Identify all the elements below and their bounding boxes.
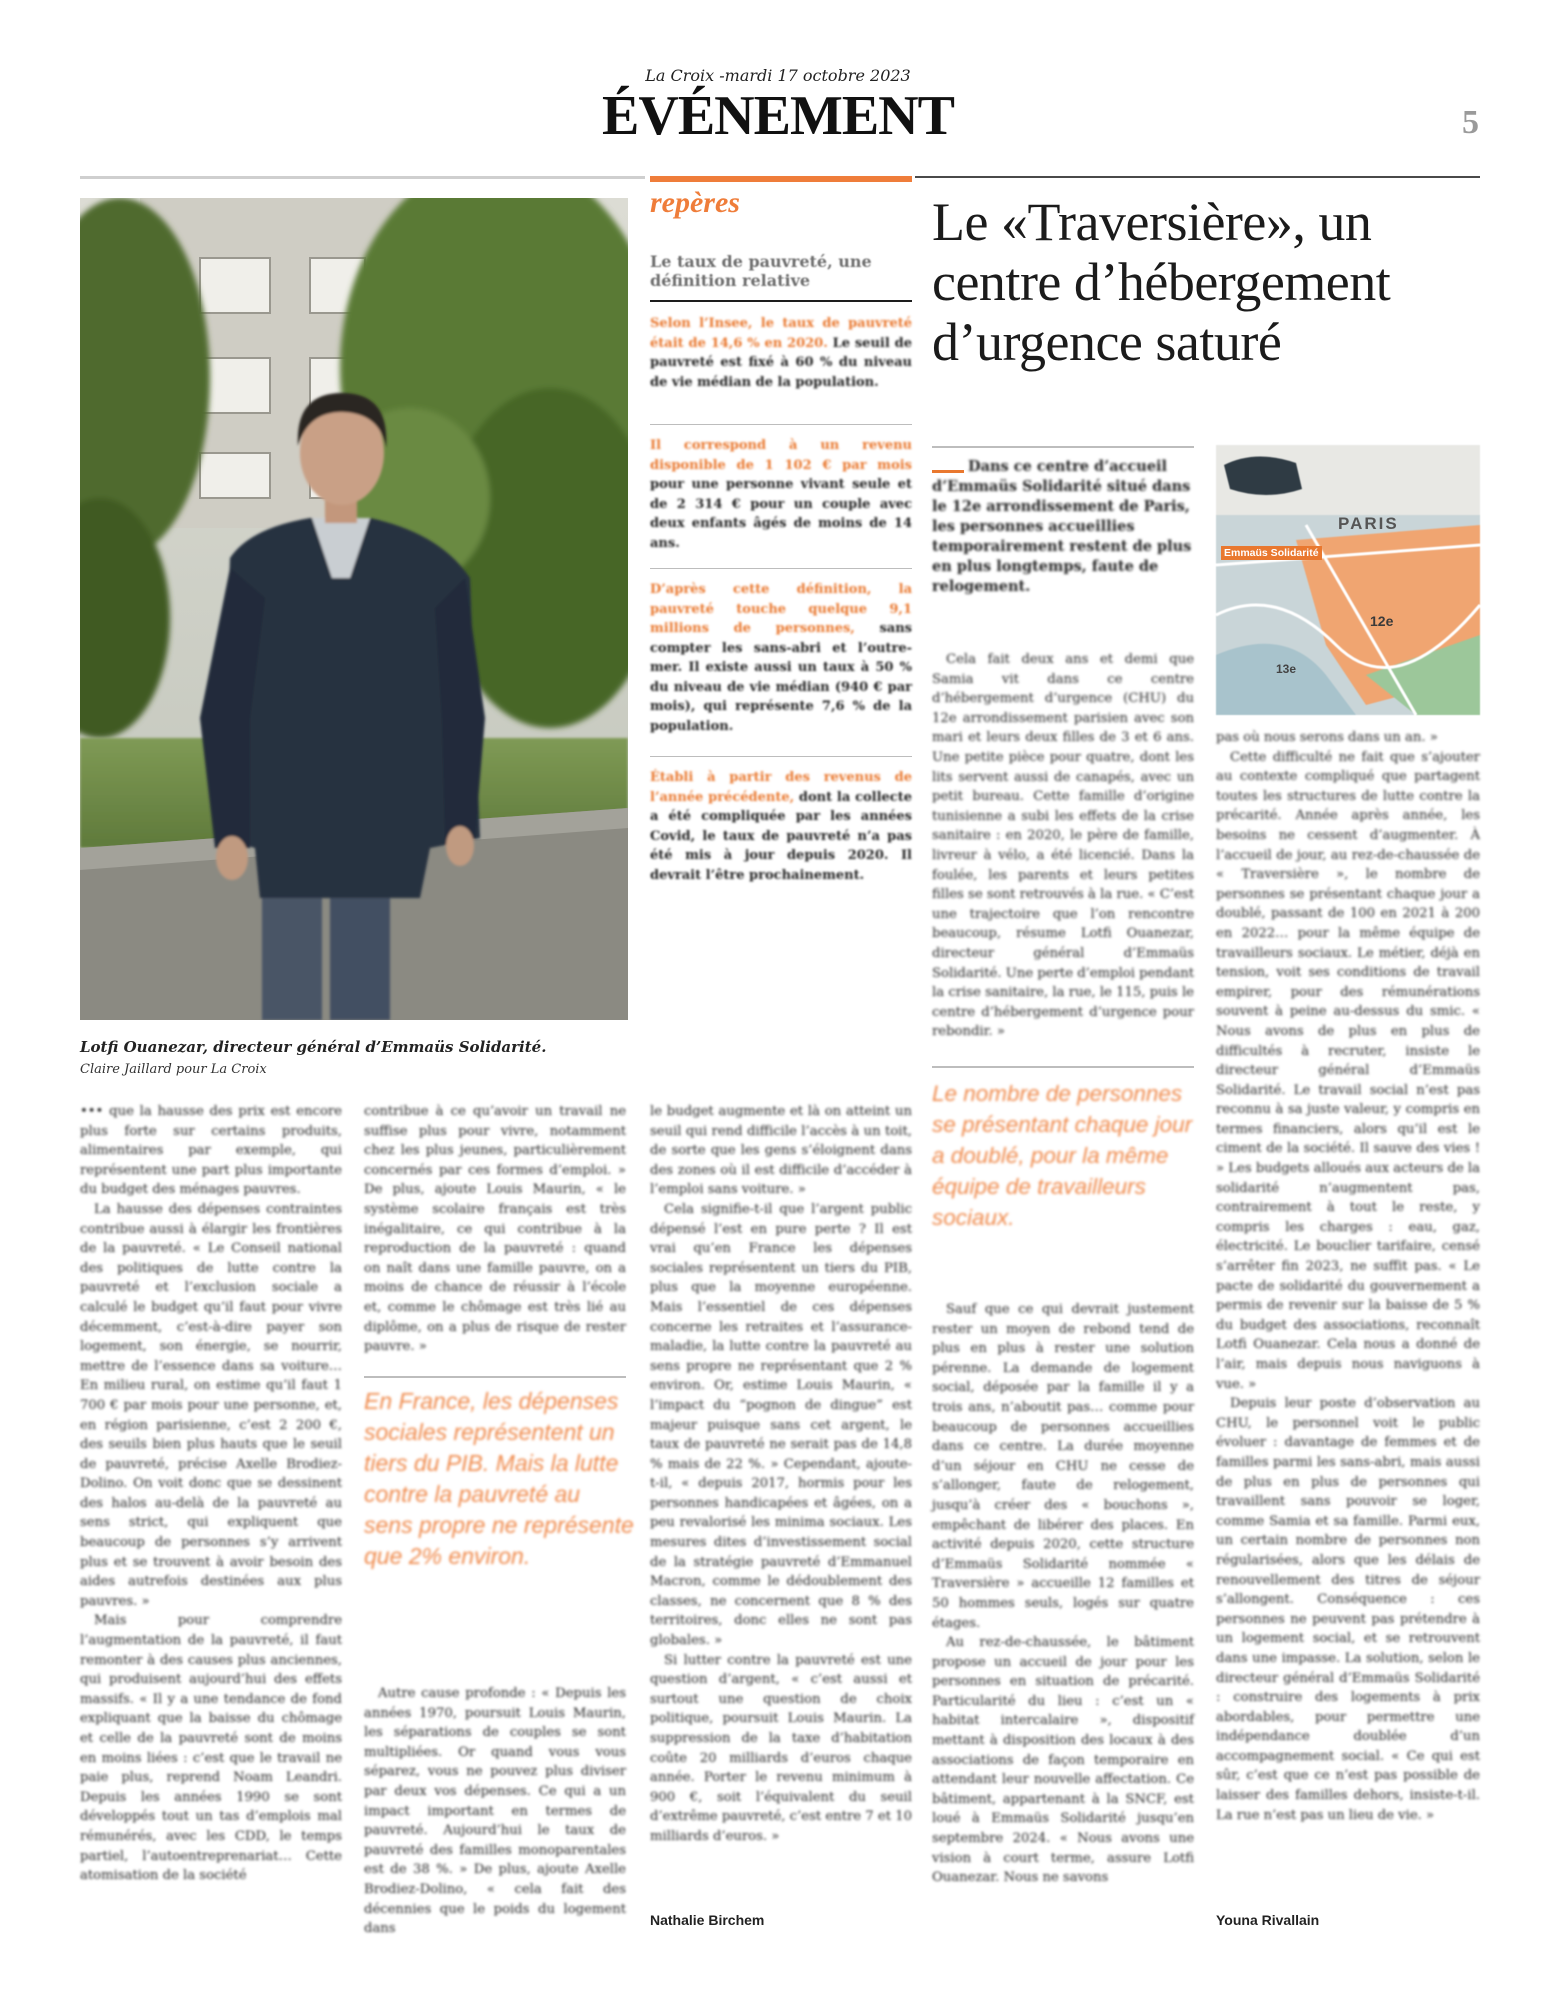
section-title: ÉVÉNEMENT [602,85,954,147]
article-lede-text: Dans ce centre d’accueil d’Emmaüs Solidarité situé dans le 12e arrondissement de Paris, les personnes accueillies temporairement restent de plus en plus longtemps, faute de relogement. [932,458,1192,595]
article-headline: Le «Traversière», un centre d’hébergement d’urgence saturé [932,192,1391,372]
reperes-rule [650,300,912,302]
photo-credit: Claire Jaillard pour La Croix [80,1062,267,1077]
pull-quote-rule [364,1376,626,1378]
article-column-a2 [932,1300,1194,1888]
reperes-block [650,580,912,736]
reperes-block-highlight: D’après cette définition, la pauvreté touche quelque 9,1 millions de personnes, [650,582,912,636]
lower-column-3 [650,1102,912,1847]
pull-quote-rule [932,1066,1194,1068]
lower-column-2b [364,1684,626,1939]
location-map [1216,445,1480,715]
map-label-city: PARIS [1338,514,1399,533]
lower-column-2 [364,1102,626,1357]
map-label-district-other: 13e [1276,662,1297,676]
paragraph: Cela signifie-t-il que l’argent public dépensé l’est en pure perte ? Il est vrai qu’en France les dépenses sociales représentent un tiers du PIB, plus que la moyenne européenne. Mais l’essentiel de ces dépenses concerne les retraites et l’assurance-maladie, la lutte contre la pauvreté au sens propre ne représentant que 2 % environ. Or, estime Louis Maurin, « l’impact du “pognon de dingue” est majeur puisque sans cet argent, le taux de pauvreté ne serait pas de 14,8 % mais de 22 %. » Cependant, ajoute-t-il, « depuis 2017, hormis pour les personnes handicapées et âgées, on a peu revalorisé les minima sociaux. Les mesures dites d’investissement social de la stratégie pauvreté d’Emmanuel Macron, comme le dédoublement des classes, ne concernent que 8 % des territoires, donc elles ne sont pas globales. » [650,1201,912,1649]
article-signature: Youna Rivallain [1216,1912,1320,1928]
header-rule-left [80,176,645,179]
article-column-b [1216,728,1480,1825]
reperes-block-text: Le seuil de pauvreté est fixé à 60 % du niveau de vie médian de la population. [650,335,912,390]
reperes-rule [650,756,912,757]
paragraph: Mais pour comprendre l’augmentation de la pauvreté, il faut remonter à des causes plus anciennes, qui produisent aujourd’hui des effets massifs. « Il y a une tendance de fond expliquant que la baisse du chômage et celle de la pauvreté sont de moins en moins liées : c’est que le travail ne paie plus, reprend Noam Leandri. Depuis les années 1990 se sont développés tout un tas d’emplois mal rémunérés, avec les CDD, le temps partiel, l’autoentreprenariat… Cette atomisation de la société [80,1613,342,1884]
reperes-block [650,768,912,885]
paragraph: Autre cause profonde : « Depuis les années 1970, poursuit Louis Maurin, les séparations de couples se sont multipliées. Or quand vous vous séparez, vous ne pouvez plus diviser par deux vos dépenses. Ce qui a un impact important en termes de pauvreté. Aujourd’hui le taux de pauvreté des familles monoparentales est de 38 %. » De plus, ajoute Axelle Brodiez-Dolino, « cela fait des décennies que le poids du logement dans [364,1686,626,1937]
article-column-a [932,650,1194,1042]
article-lede [932,457,1194,597]
portrait-photo [80,198,628,1020]
paragraph: contribue à ce qu’avoir un travail ne suffise plus pour vivre, notamment chez les plus jeunes, particulièrement concernés par ces formes d’emploi. » De plus, ajoute Louis Maurin, « le système scolaire français est très inégalitaire, ce qui contribue à la reproduction de la pauvreté : quand on naît dans une famille pauvre, on a moins de chance de réussir à l’école et, comme le chômage est très lié au diplôme, on a plus de risque de rester pauvre. » [364,1104,626,1355]
reperes-block [650,436,912,553]
lower-article-signature: Nathalie Birchem [650,1912,765,1928]
paragraph: Sauf que ce qui devrait justement rester un moyen de rebond tend de plus en plus à rester une solution pérenne. La demande de logement social, déposée par la famille il y a trois ans, n’aboutit pas… comme pour beaucoup de personnes accueillies dans ce centre. La durée moyenne d’un séjour en CHU ne cesse de s’allonger, faute de relogement, jusqu’à créer des « bouchons », empêchant de libérer des places. En activité depuis 2020, cette structure d’Emmaüs Solidarité nommée « Traversière » accueille 12 familles et 50 hommes seuls, logés sur quatre étages. [932,1302,1194,1631]
paragraph: Depuis leur poste d’observation au CHU, le personnel voit le public évoluer : davantage de femmes et de familles parmi les sans-abri, mais aussi de plus en plus de personnes qui travaillent sans pouvoir se loger, comme Samia et sa famille. Parmi eux, un certain nombre de personnes non régularisées, alors que les délais de renouvellement des titres de séjour s’allongent. Conséquence : ces personnes ne peuvent pas prétendre à un logement social, et se retrouvent dans une impasse. La solution, selon le directeur général d’Emmaüs Solidarité : construire des logements à prix abordables, pour permettre une indépendance doublée d’un accompagnement social. « Ce qui est sûr, c’est que ce n’est pas possible de laisser des familles dehors, insiste-t-il. La rue n’est pas un lieu de vie. » [1216,1396,1480,1823]
reperes-block-text: pour une personne vivant seule et de 2 314 € pour un couple avec deux enfants âgés de moins de 14 ans. [650,477,912,551]
header-rule-right [915,176,1480,178]
paragraph: La hausse des dépenses contraintes contribue aussi à élargir les frontières de la pauvreté. « Le Conseil national des politiques de lutte contre la pauvreté et l’exclusion sociale a calculé le budget qu’il faut pour vivre décemment, c’est-à-dire payer son logement, son énergie, se nourrir, mettre de l’essence dans sa voiture… En milieu rural, on estime qu’il faut 1 700 € par mois pour une personne, et, en région parisienne, c’est 2 200 €, des seuils bien plus hauts que le seuil de pauvreté, précise Axelle Brodiez-Dolino. On voit donc que se dessinent des halos au-delà de la pauvreté au sens strict, qui expliquent que beaucoup de personnes s’y arrivent plus et se trouvent à avoir besoin des aides autrefois destinées aux plus pauvres. » [80,1201,342,1609]
lower-column-1 [80,1102,342,1886]
reperes-rule [650,568,912,569]
paragraph: Si lutter contre la pauvreté est une question d’argent, « c’est aussi et surtout une question de choix politique, poursuit Louis Maurin. La suppression de la taxe d’habitation coûte 20 milliards d’euros chaque année. Porter le revenu minimum à 900 €, soit l’équivalent du seuil d’extrême pauvreté, c’est entre 7 et 10 milliards d’euros. » [650,1652,912,1844]
paragraph: le budget augmente et là on atteint un seuil qui rend difficile l’accès à un toit, de sorte que les gens s’éloignent dans des zones où il est difficile d’accéder à l’emploi sans voiture. » [650,1104,912,1198]
reperes-block-highlight: Il correspond à un revenu disponible de 1 102 € par mois [650,438,912,473]
reperes-block-text: sans compter les sans-abri et l’outre-mer. Il existe aussi un taux à 50 % du niveau de vie médian (940 € par mois), qui représente 7,6 % de la population. [650,621,912,734]
lede-rule [932,446,1194,448]
paragraph: ••• que la hausse des prix est encore plus forte sur certains produits, alimentaires par exemple, qui représentent une part plus importante du budget des ménages pauvres. [80,1104,342,1198]
pull-quote: Le nombre de personnes se présentant chaque jour a doublé, pour la même équipe de travailleurs sociaux. [932,1081,1193,1230]
map-label-organization: Emmaüs Solidarité [1221,546,1322,560]
reperes-block-text: dont la collecte a été compliquée par les années Covid, le taux de pauvreté n’a pas été mis à jour depuis 2020. Il devrait l’être prochainement. [650,789,912,883]
reperes-title: repères [650,186,740,219]
paragraph: pas où nous serons dans un an. » [1216,730,1438,745]
paragraph: Au rez-de-chaussée, le bâtiment propose un accueil de jour pour les personnes en situation de précarité. Particularité du lieu : c’est un « habitat intercalaire », dispositif mettant à disposition des locaux à des associations de façon temporaire en attendant leur nouvelle affectation. Ce bâtiment, appartenant à la SNCF, est loué à Emmaüs Solidarité jusqu’en septembre 2024. « Nous avons une vision à court terme, assure Lotfi Ouanezar. Nous ne savons [932,1635,1194,1886]
pull-quote: En France, les dépenses sociales représentent un tiers du PIB. Mais la lutte contre la pauvreté au sens propre ne représente que 2% environ. [364,1388,634,1569]
reperes-rule [650,424,912,425]
page-number: 5 [1462,104,1479,141]
header-rule-accent [650,176,912,182]
reperes-subtitle: Le taux de pauvreté, une définition relative [650,252,872,290]
map-label-district: 12e [1370,613,1394,629]
paragraph: Cela fait deux ans et demi que Samia vit dans ce centre d’hébergement d’urgence (CHU) du 12e arrondissement parisien avec son mari et leurs deux filles de 3 et 6 ans. Une petite pièce pour quatre, dont les lits servent aussi de canapés, avec un petit bureau. Cette famille d’origine tunisienne a subi les effets de la crise sanitaire : en 2020, le père de famille, livreur à vélo, a été licencié. Dans la foulée, les parents et leurs petites filles se sont retrouvés à la rue. « C’est une trajectoire que l’on rencontre beaucoup, résume Lotfi Ouanezar, directeur général d’Emmaüs Solidarité. Une perte d’emploi pendant la crise sanitaire, la rue, le 115, puis le centre d’hébergement d’urgence pour rebondir. » [932,652,1194,1040]
photo-caption: Lotfi Ouanezar, directeur général d’Emmaüs Solidarité. [80,1038,547,1056]
reperes-block-highlight: Selon l’Insee, le taux de pauvreté était de 14,6 % en 2020. [650,316,912,351]
header-date: La Croix -mardi 17 octobre 2023 [645,66,911,85]
reperes-block-highlight: Établi à partir des revenus de l’année précédente, [650,770,912,805]
reperes-block [650,314,912,392]
paragraph: Cette difficulté ne fait que s’ajouter au contexte compliqué que partagent toutes les structures de lutte contre la précarité. Année après année, les besoins ne cessent d’augmenter. À l’accueil de jour, au rez-de-chaussée de « Traversière », le nombre de personnes se présentant chaque jour a doublé, passant de 100 en 2021 à 200 en 2022… pour la même équipe de travailleurs sociaux. Le métier, déjà en tension, voit ses conditions de travail empirer, pour des rémunérations souvent à peine au-dessus du smic. « Nous avons de plus en plus de difficultés à recruter, insiste le directeur général d’Emmaüs Solidarité. Le travail social n’est pas reconnu à sa juste valeur, y compris en termes financiers, alors qu’il est le ciment de la société. Il sauve des vies ! » Les budgets alloués aux acteurs de la solidarité n’augmentent pas, contrairement à tout le reste, y compris les charges : eau, gaz, électricité. Le bouclier tarifaire, censé s’arrêter fin 2023, ne suffit pas. « Le pacte de solidarité du gouvernement a permis de revenir sur la baisse de 5 % du budget des associations, reconnaît Lotfi Ouanezar. Cela nous a donné de l’air, mais depuis nous naviguons à vue. » [1216,749,1480,1392]
